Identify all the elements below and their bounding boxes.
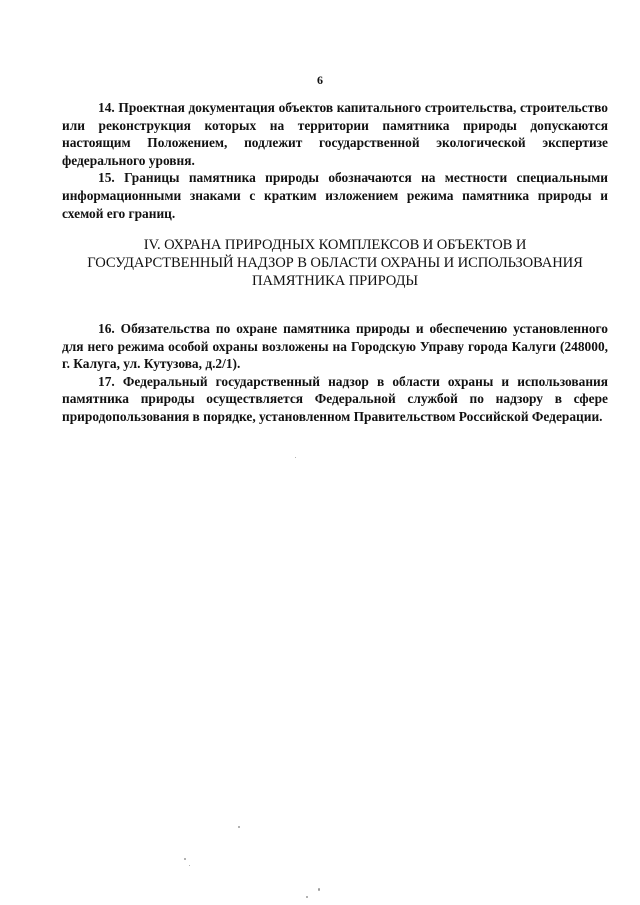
page-number: 6 xyxy=(317,73,323,87)
paragraph-14: 14. Проектная документация объектов капитального строительства, строительство или реконструкция которых на территории памятника природы допускаются настоящим Положением, подлежит государственной экологической экспертизе федерального уровня. xyxy=(62,100,608,168)
scan-speck xyxy=(318,888,320,891)
scan-speck xyxy=(238,826,240,828)
paragraph-15: 15. Границы памятника природы обозначаются на местности специальными информационными знаками с кратким изложением режима памятника природы и схемой его границ. xyxy=(62,170,608,221)
paragraphs-block-bottom xyxy=(62,320,608,426)
section-title xyxy=(62,236,608,290)
scan-speck xyxy=(306,896,308,898)
section-title-line-2: ГОСУДАРСТВЕННЫЙ НАДЗОР В ОБЛАСТИ ОХРАНЫ И ИСПОЛЬЗОВАНИЯ xyxy=(87,255,583,271)
scan-speck xyxy=(189,865,190,866)
scan-speck xyxy=(184,858,186,860)
paragraph-17: 17. Федеральный государственный надзор в области охраны и использования памятника природы осуществляется Федеральной службой по надзору в сфере природопользования в порядке, установленном Правительством Российской Федерации. xyxy=(62,373,608,424)
paragraphs-block-top xyxy=(62,99,608,222)
section-title-line-3: ПАМЯТНИКА ПРИРОДЫ xyxy=(252,273,418,289)
section-title-line-1: IV. ОХРАНА ПРИРОДНЫХ КОМПЛЕКСОВ И ОБЪЕКТОВ И xyxy=(143,237,527,253)
paragraph-16: 16. Обязательства по охране памятника природы и обеспечению установленного для него режима особой охраны возложены на Городскую Управу города Калуги (248000, г. Калуга, ул. Кутузова, д.2/1). xyxy=(62,321,608,372)
scan-speck xyxy=(295,457,296,458)
